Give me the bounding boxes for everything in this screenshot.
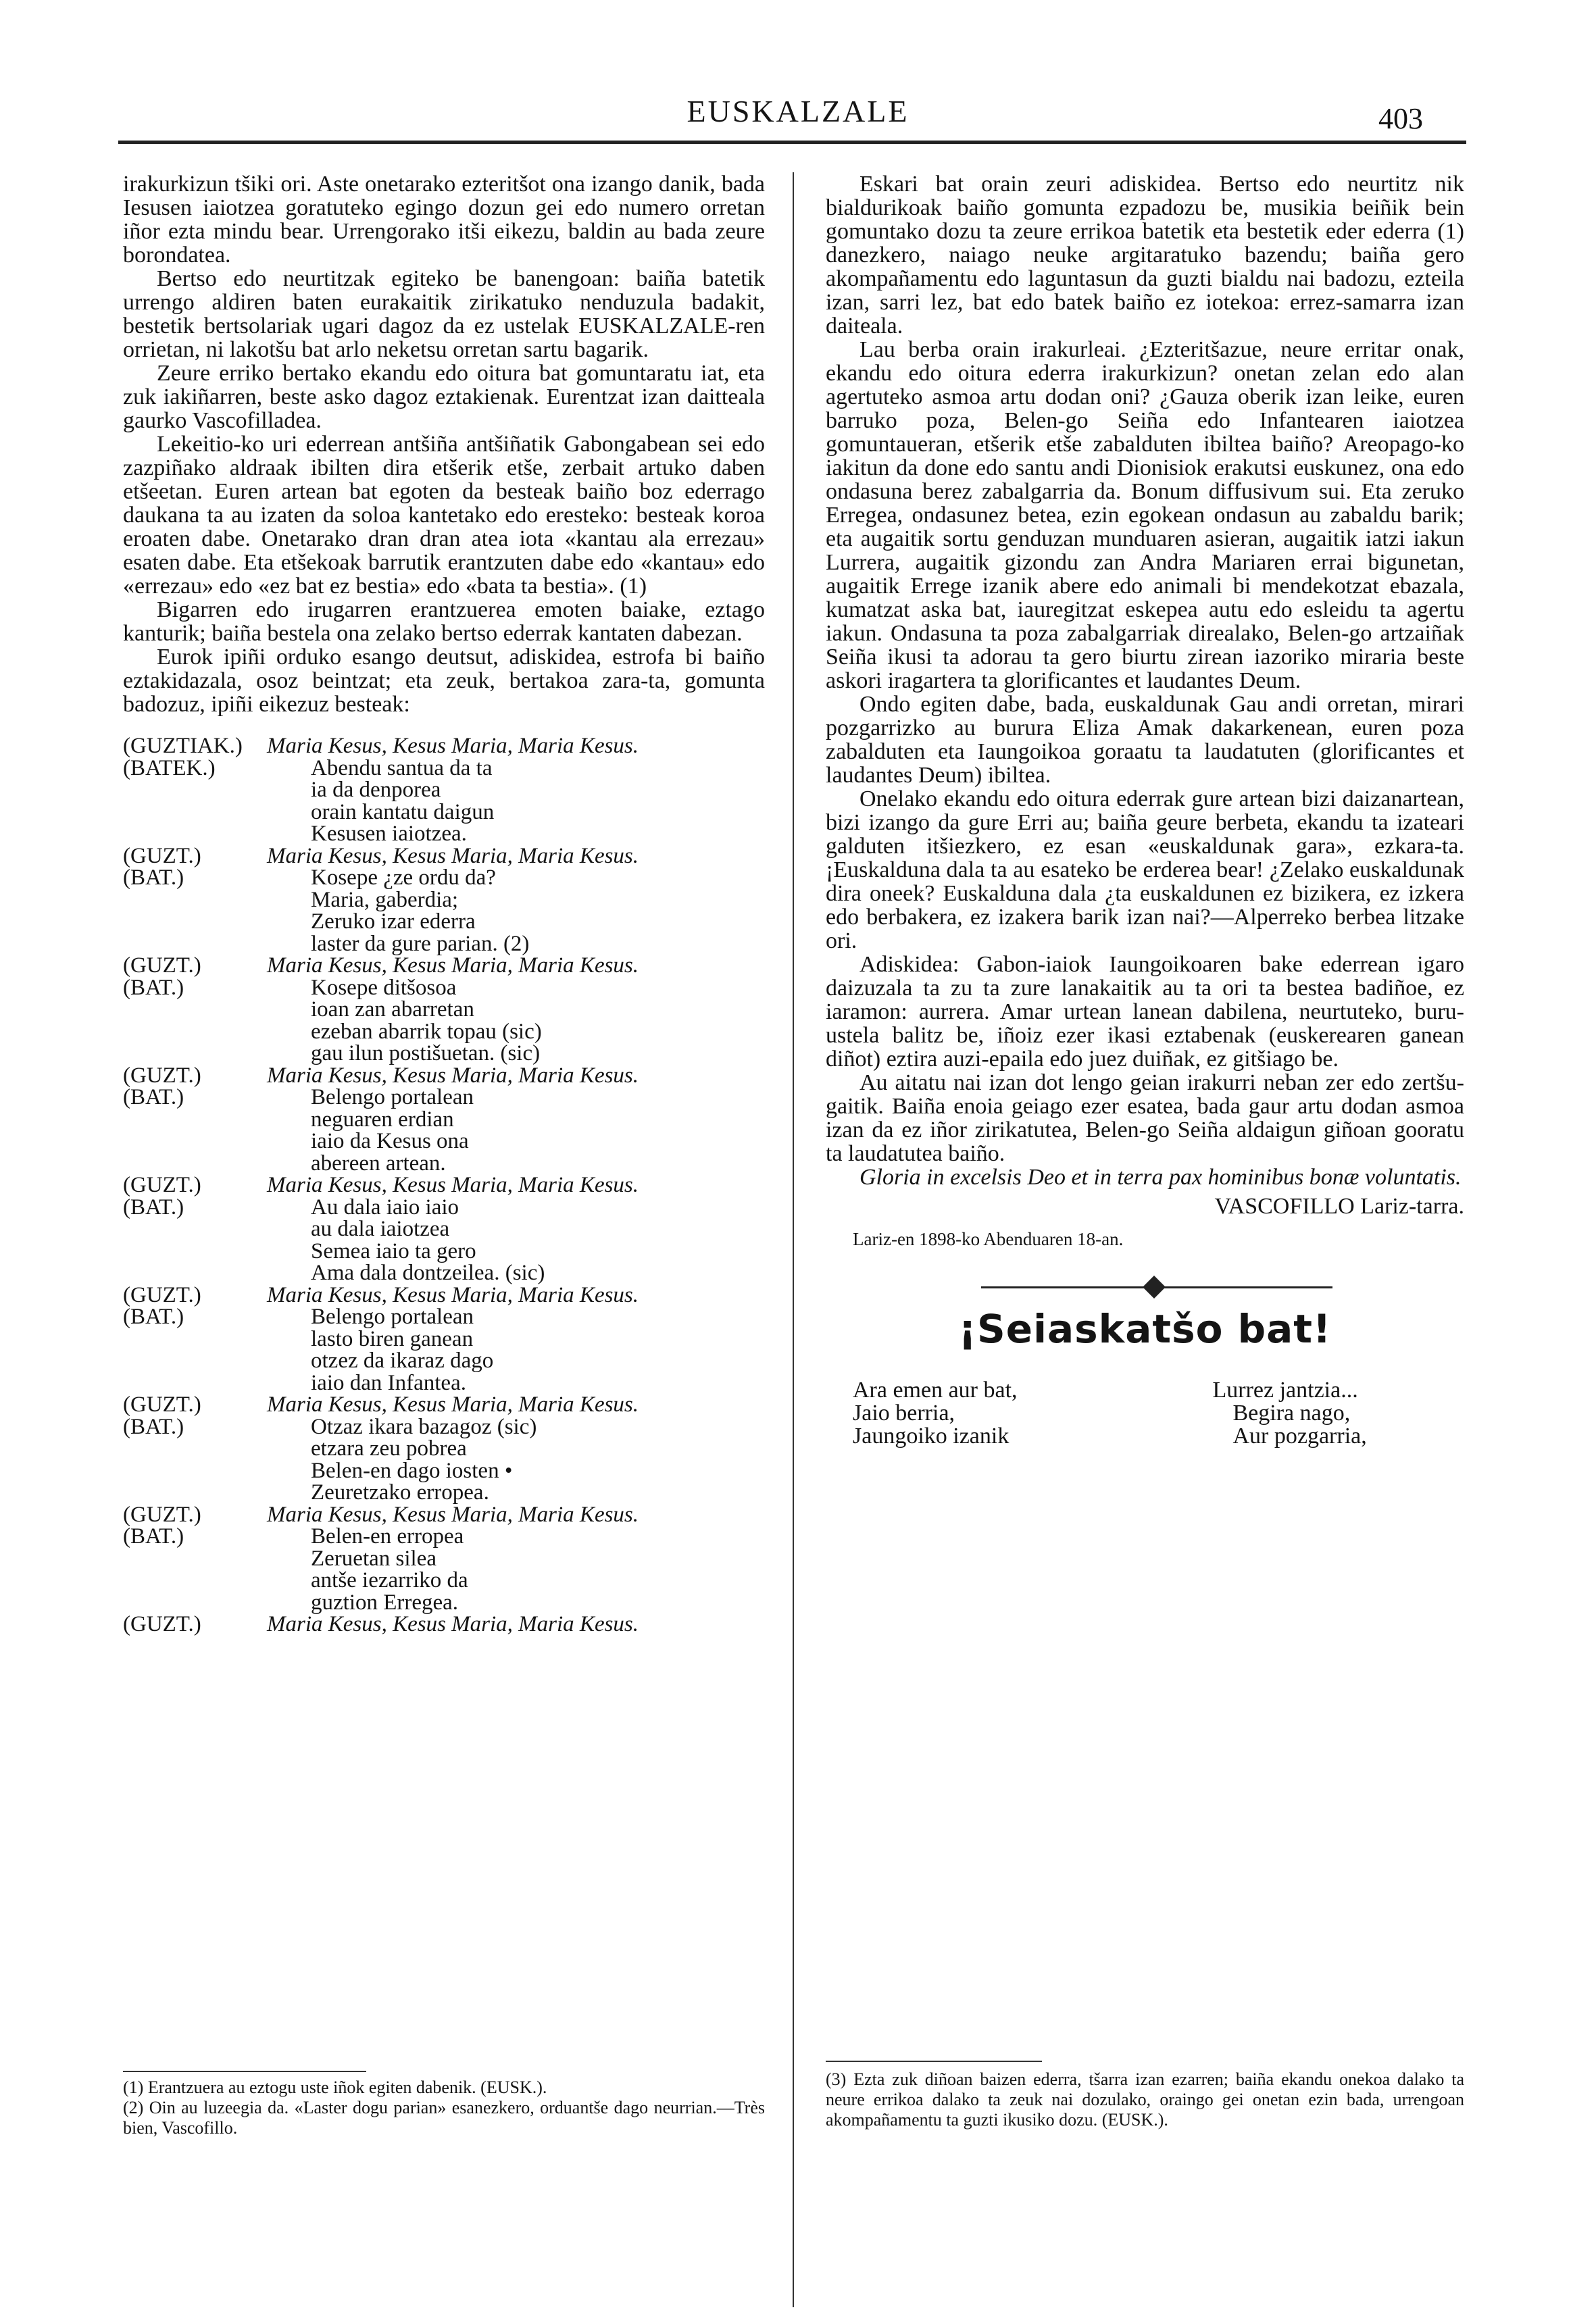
verse-speaker: [123, 1130, 267, 1153]
verse-line: [123, 1438, 765, 1460]
footnote-rule-left: [123, 2071, 366, 2072]
verse-speaker: [123, 1592, 267, 1614]
verse-speaker: (BAT.): [123, 975, 184, 1000]
verse-speaker: (BAT.): [123, 865, 184, 890]
verse-text: Maria Kesus, Kesus Maria, Maria Kesus.: [267, 843, 639, 868]
verse-speaker: (GUZT.): [123, 1173, 201, 1197]
column-right: [826, 172, 1464, 1448]
verse-line: [123, 1130, 765, 1153]
verse-line: [123, 1592, 765, 1614]
verse-speaker: [123, 911, 267, 933]
poem-line: Begira nago,: [1232, 1401, 1351, 1426]
verse-speaker: [123, 889, 267, 911]
verse-text: neguaren erdian: [311, 1107, 454, 1132]
verse-text: ia da denporea: [311, 778, 441, 802]
verse-speaker: (BATEK.): [123, 755, 216, 780]
verse-line: [123, 1504, 765, 1526]
verse-text: gau ilun postišuetan. (sic): [311, 1041, 541, 1065]
verse-text: Belen-en erropea: [311, 1524, 464, 1549]
verse-speaker: [123, 801, 267, 824]
verse-speaker: [123, 1548, 267, 1570]
verse-text: Zeruko izar ederra: [311, 909, 476, 934]
verse-text: iaio da Kesus ona: [311, 1129, 469, 1153]
verse-text: ioan zan abarretan: [311, 997, 474, 1022]
verse-speaker: (GUZT.): [123, 1392, 201, 1417]
verse-line: [123, 1350, 765, 1372]
verse-speaker: (BAT.): [123, 1524, 184, 1549]
carol-verse: [123, 735, 765, 1636]
verse-speaker: (BAT.): [123, 1194, 184, 1219]
verse-line: [123, 1021, 765, 1043]
verse-speaker: [123, 1153, 267, 1175]
paragraph: Onelako ekandu edo oitura ederrak gure artean bizi daizanartean, bizi izango da gure Erri au; baiña geure berbeta, ekandu ta izateari galduten itšiezkero, ez esan «euskaldunak gara», ezkara-ta. ¡Euskalduna dala ta au esateko be erderea bear! ¿Zelako euskaldunak dira oneek? Euskalduna dala ¿ta euskaldunen ez bizikera, ez izkera edo berbakera, ez izakera barik izan nai?—Alperreko berbea litzake ori.: [826, 786, 1464, 953]
verse-speaker: [123, 823, 267, 845]
paragraph: Zeure erriko bertako ekandu edo oitura bat gomuntaratu iat, eta zuk iakiñarren, beste asko dagoz eztakienak. Eurentzat izan daitteala gaurko Vascofilladea.: [123, 361, 765, 433]
verse-line: [123, 1482, 765, 1504]
footnotes-right: [826, 2069, 1464, 2130]
verse-line: [123, 867, 765, 889]
verse-text: Kosepe ditšosoa: [311, 975, 457, 1000]
verse-speaker: [123, 1350, 267, 1372]
verse-speaker: (BAT.): [123, 1085, 184, 1109]
verse-line: [123, 977, 765, 999]
verse-text: Maria Kesus, Kesus Maria, Maria Kesus.: [267, 1612, 639, 1636]
verse-text: Belen-en dago iosten •: [311, 1458, 513, 1483]
verse-text: Otzaz ikara bazagoz (sic): [311, 1414, 537, 1439]
verse-text: otzez da ikaraz dago: [311, 1349, 494, 1373]
verse-speaker: [123, 1218, 267, 1240]
verse-line: [123, 1174, 765, 1197]
poem: [826, 1379, 1464, 1448]
verse-line: [123, 889, 765, 911]
verse-speaker: [123, 1042, 267, 1065]
verse-speaker: [123, 1021, 267, 1043]
poem-line: Lurrez jantzia...: [1212, 1378, 1358, 1403]
ornament-divider: [826, 1270, 1464, 1304]
signature: VASCOFILLO Lariz-tarra.: [1214, 1194, 1464, 1219]
verse-text: etzara zeu pobrea: [311, 1436, 467, 1461]
paragraph: Bigarren edo irugarren erantzuerea emoten baiake, eztago kanturik; baiña bestela ona zelako bertso ederrak kantaten dabezan.: [123, 597, 765, 646]
verse-text: Kosepe ¿ze ordu da?: [311, 865, 496, 890]
verse-text: Maria Kesus, Kesus Maria, Maria Kesus.: [267, 1392, 639, 1417]
verse-line: [123, 757, 765, 780]
verse-text: Semea iaio ta gero: [311, 1238, 476, 1263]
section-title: ¡Seiaskatšo bat!: [958, 1306, 1332, 1352]
verse-speaker: [123, 1262, 267, 1284]
poem-line: Ara emen aur bat,: [853, 1378, 1018, 1403]
verse-speaker: (BAT.): [123, 1305, 184, 1329]
footnote: (1) Erantzuera au eztogu uste iñok egiten dabenik. (EUSK.).: [123, 2078, 547, 2097]
verse-speaker: (GUZTIAK.): [123, 734, 243, 758]
verse-line: [123, 1218, 765, 1240]
verse-line: [123, 1284, 765, 1307]
paragraph: Eskari bat orain zeuri adiskidea. Bertso edo neurtitz nik bialdurikoak baiño gomunta ezpadozu be, musikia beiñik bein gomuntako dozu ta zeure errikoa batetik eta bestetik eder ederra (1) danezkero, naiago neuke argitaratuko bazendu; baiña gero akompañamentu edo laguntasun da guzti bialdu nai badozu, ezteila izan, sarri lez, bat edo batek baiño ez iotekoa: errez-samarra izan daiteala.: [826, 172, 1464, 338]
verse-speaker: (GUZT.): [123, 953, 201, 978]
paragraph: Lau berba orain irakurleai. ¿Ezteritšazue, neure erritar onak, ekandu edo oitura ederra irakurkizun? onetan zelan edo alan agertuteko asmoa artu dodan oni? ¿Gauza oberik izan leike, euren barruko poza, Belen-go Seiña edo Infantearen iaiotzea gomuntaueran, etšerik etše zabalduten ibiltea baiño? Areopago-ko iakitun da done edo santu andi Dionisiok erakutsi euskunez, ona edo ondasuna berez zabalgarria da. Bonum diffusivum sui. Eta zeruko Erregea, ondasunez betea, ezin egokean ondasun au zabaldu barik; eta augaitik sortu genduzan munduaren asieran, augaitik iatzi iakun Lurrera, augaitik gizondu zan Andra Mariaren errai bigunetan, augaitik Errege izanik abere edo animali bi mendekotzat ebazala, kumatzat aska bat, iauregitzat eskepea autu edo esleidu ta agertu iakun. Ondasuna ta poza zabalgarriak direalako, Belen-go artzaiñak Seiña ikusi ta adorau ta gero biurtu zirean iazoriko miraria beste askori iragartera ta glorificantes et laudantes Deum.: [826, 337, 1464, 693]
paragraph: Ondo egiten dabe, bada, euskaldunak Gau andi orretan, mirari pozgarrizko au burura Eliza Amak dakarkenean, euren poza zabalduten eta Iaungoikoa goraatu ta laudatuten (glorificantes et laudantes Deum) ibiltea.: [826, 692, 1464, 788]
verse-text: au dala iaiotzea: [311, 1217, 450, 1241]
footnote: (2) Oin au luzeegia da. «Laster dogu parian» esanezkero, orduantše dago neurrian.—Très bien, Vascofillo.: [123, 2098, 765, 2138]
page-header-title: EUSKALZALE: [687, 94, 909, 128]
verse-text: Maria Kesus, Kesus Maria, Maria Kesus.: [267, 953, 639, 978]
verse-text: Maria Kesus, Kesus Maria, Maria Kesus.: [267, 1282, 639, 1307]
paragraph: Au aitatu nai izan dot lengo geian irakurri neban zer edo zertšu-gaitik. Baiña enoia geiago ezer esatea, bada gaur artu dodan asmoa izan da ez iñor zirikatutea, Belen-go Seiña aldaigun giñoan gooratu ta laudatutea baiño.: [826, 1070, 1464, 1166]
verse-line: [123, 801, 765, 824]
verse-text: Belengo portalean: [311, 1305, 474, 1329]
verse-line: [123, 1460, 765, 1482]
verse-text: Ama dala dontzeilea. (sic): [311, 1261, 545, 1285]
header-rule: [118, 141, 1466, 144]
verse-text: Abendu santua da ta: [311, 755, 493, 780]
verse-speaker: [123, 1482, 267, 1504]
paragraph: Bertso edo neurtitzak egiteko be banengoan: baiña batetik urrengo aldiren baten eurakaitik zirikatuko nenduzula badakit, bestetik bertsolariak ugari dagoz da ez ustelak EUSKALZALE-ren orrietan, ni lakotšu bat arlo neketsu orretan sartu bagarik.: [123, 266, 765, 362]
verse-line: [123, 779, 765, 801]
verse-line: [123, 1153, 765, 1175]
verse-text: Maria, gaberdia;: [311, 887, 459, 912]
verse-speaker: [123, 779, 267, 801]
verse-line: [123, 1569, 765, 1592]
verse-speaker: [123, 1240, 267, 1263]
verse-speaker: [123, 1438, 267, 1460]
verse-speaker: (GUZT.): [123, 1612, 201, 1636]
verse-text: Belengo portalean: [311, 1085, 474, 1109]
verse-speaker: [123, 1372, 267, 1394]
verse-text: lasto biren ganean: [311, 1326, 474, 1351]
poem-line: Jaio berria,: [853, 1401, 955, 1426]
verse-speaker: [123, 1328, 267, 1351]
verse-line: [123, 1306, 765, 1328]
verse-speaker: (GUZT.): [123, 843, 201, 868]
verse-line: [123, 1416, 765, 1438]
verse-line: [123, 845, 765, 867]
verse-speaker: (GUZT.): [123, 1502, 201, 1527]
paragraph: Adiskidea: Gabon-iaiok Iaungoikoaren bake ederrean igaro daizuzala ta zu ta zure lanakaitik au ta ori ta bestea badiñoe, ez iaramon: aurrera. Amar urtean lanean dabilena, neurtuteko, buru-ustela balitz be, iñoiz ezer ikasi eztabenak (euskerearen ganean diñot) eztira auzi-epaila edo juez duiñak, ez gitšiago be.: [826, 952, 1464, 1072]
verse-text: Maria Kesus, Kesus Maria, Maria Kesus.: [267, 1502, 639, 1527]
verse-text: Zeruetan silea: [311, 1546, 437, 1571]
verse-line: [123, 735, 765, 757]
verse-text: antše iezarriko da: [311, 1568, 468, 1592]
poem-column-left: [826, 1379, 1145, 1448]
verse-line: [123, 1194, 765, 1219]
verse-line: [123, 1526, 765, 1548]
verse-line: [123, 1042, 765, 1065]
footnote: (3) Ezta zuk diñoan baizen ederra, tšarra izan ezarren; baiña ekandu onekoa dalako ta neure errikoa dalako ta zeuk nai dozulako, oraingo gei onetan ezin bada, urrengoan akompañamentu ta guzti ikusiko dozu. (EUSK.).: [826, 2069, 1464, 2130]
verse-line: [123, 1086, 765, 1109]
verse-text: Maria Kesus, Kesus Maria, Maria Kesus.: [267, 1173, 639, 1197]
verse-speaker: (GUZT.): [123, 1282, 201, 1307]
verse-speaker: [123, 1569, 267, 1592]
verse-line: [123, 1065, 765, 1087]
verse-line: [123, 911, 765, 933]
verse-speaker: [123, 933, 267, 955]
verse-text: ezeban abarrik topau (sic): [311, 1019, 542, 1044]
verse-line: [123, 955, 765, 977]
verse-text: guztion Erregea.: [311, 1590, 459, 1615]
verse-text: iaio dan Infantea.: [311, 1370, 466, 1395]
verse-line: [123, 1328, 765, 1351]
verse-line: [123, 823, 765, 845]
verse-text: Maria Kesus, Kesus Maria, Maria Kesus.: [267, 1063, 639, 1088]
poem-column-right: [1145, 1379, 1465, 1448]
verse-text: abereen artean.: [311, 1151, 446, 1176]
verse-speaker: (GUZT.): [123, 1063, 201, 1088]
verse-line: [123, 1372, 765, 1394]
verse-line: [123, 1262, 765, 1284]
verse-speaker: [123, 1460, 267, 1482]
verse-line: [123, 1613, 765, 1636]
paragraph: irakurkizun tšiki ori. Aste onetarako ezteritšot ona izango danik, bada Iesusen iaiotzea goratuteko egingo dozun gei edo numero orretan iñor ezta mindu bear. Urrengorako itši eikezu, baldin au bada zeure borondatea.: [123, 172, 765, 268]
verse-line: [123, 1240, 765, 1263]
verse-line: [123, 933, 765, 955]
verse-speaker: [123, 1109, 267, 1131]
poem-line: Aur pozgarria,: [1232, 1424, 1367, 1449]
latin-closing: Gloria in excelsis Deo et in terra pax hominibus bonæ voluntatis.: [859, 1165, 1462, 1190]
paragraph: Eurok ipiñi orduko esango deutsut, adiskidea, estrofa bi baiño eztakidazala, osoz beintzat; eta zeuk, bertakoa zara-ta, gomunta badozuz, ipiñi eikezuz besteak:: [123, 645, 765, 717]
page-number: 403: [1378, 102, 1423, 135]
verse-text: Zeuretzako erropea.: [311, 1480, 489, 1505]
verse-speaker: (BAT.): [123, 1414, 184, 1439]
column-rule: [793, 172, 794, 2307]
column-left: [123, 172, 765, 1636]
verse-text: laster da gure parian. (2): [311, 931, 530, 956]
verse-line: [123, 1394, 765, 1416]
verse-line: [123, 1109, 765, 1131]
footnotes-left: [123, 2078, 765, 2138]
verse-text: Kesusen iaiotzea.: [311, 822, 467, 846]
verse-line: [123, 1548, 765, 1570]
footnote-rule-right: [826, 2061, 1042, 2062]
verse-speaker: [123, 999, 267, 1021]
verse-text: Maria Kesus, Kesus Maria, Maria Kesus.: [267, 734, 639, 758]
verse-text: orain kantatu daigun: [311, 799, 495, 824]
dateline: Lariz-en 1898-ko Abenduaren 18-an.: [853, 1229, 1124, 1249]
paragraph: Lekeitio-ko uri ederrean antšiña antšiñatik Gabongabean sei edo zazpiñako aldraak ibilten dira etšerik etše, zerbait artuko daben etšeetan. Euren artean bat egoten da besteak baiño boz ederrago daukana ta au izaten da soloa kantetako edo eresteko: besteak koroa eroaten dabe. Onetarako dran dran atea iota «kantau ala errezau» esaten dabe. Eta etšekoak barrutik erantzuten dabe edo «kantau» edo «errezau» edo «ez bat ez bestia» edo «bata ta bestia». (1): [123, 432, 765, 599]
verse-text: Au dala iaio iaio: [311, 1194, 459, 1219]
poem-line: Jaungoiko izanik: [853, 1424, 1009, 1449]
verse-line: [123, 999, 765, 1021]
